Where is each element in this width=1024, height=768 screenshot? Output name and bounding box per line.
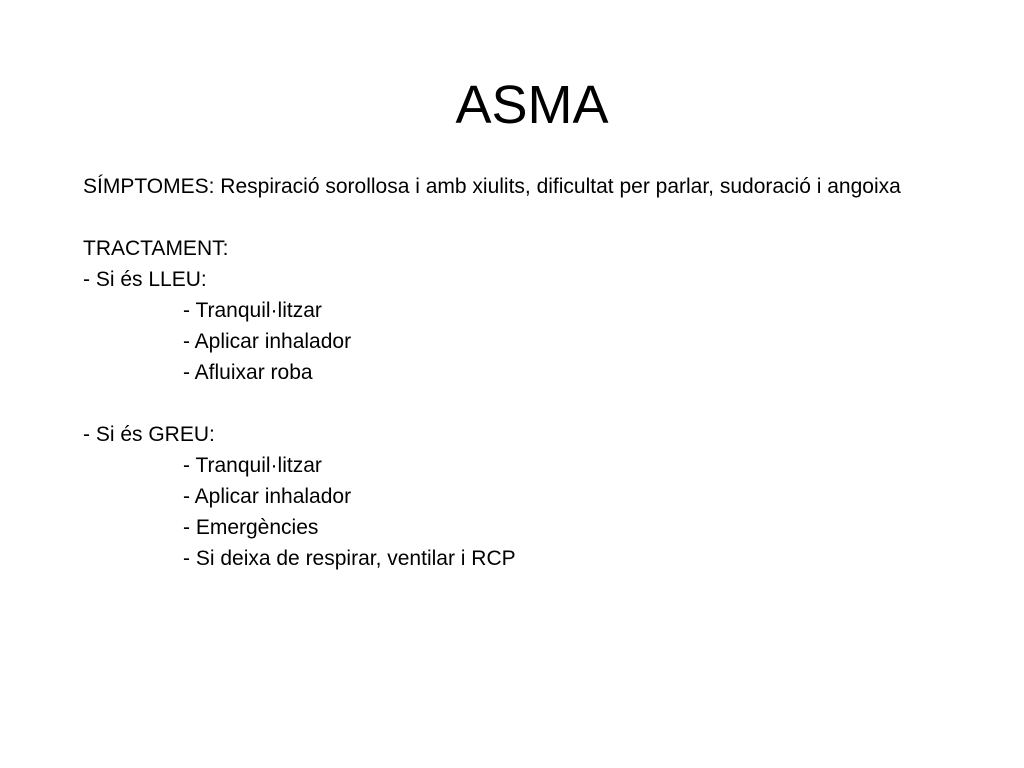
mild-step: - Afluixar roba [183,361,313,384]
symptoms-text: : Respiració sorollosa i amb xiulits, dificultat per parlar, sudoració i angoixa [208,175,901,198]
severe-case-label: - Si és GREU: [83,423,215,446]
mild-step: - Tranquil·litzar [183,299,322,322]
symptoms-paragraph [83,171,988,202]
mild-step: - Aplicar inhalador [183,330,352,353]
treatment-heading: TRACTAMENT: [83,237,229,260]
spacer [83,202,988,233]
slide-body [83,171,988,574]
severe-step: - Tranquil·litzar [183,454,322,477]
slide-title: ASMA [455,75,609,135]
spacer [83,388,988,419]
mild-case-label: - Si és LLEU: [83,268,207,291]
symptoms-label: SÍMPTOMES [83,175,209,198]
severe-step: - Aplicar inhalador [183,485,352,508]
severe-step: - Si deixa de respirar, ventilar i RCP [183,547,516,570]
severe-step: - Emergències [183,516,319,539]
